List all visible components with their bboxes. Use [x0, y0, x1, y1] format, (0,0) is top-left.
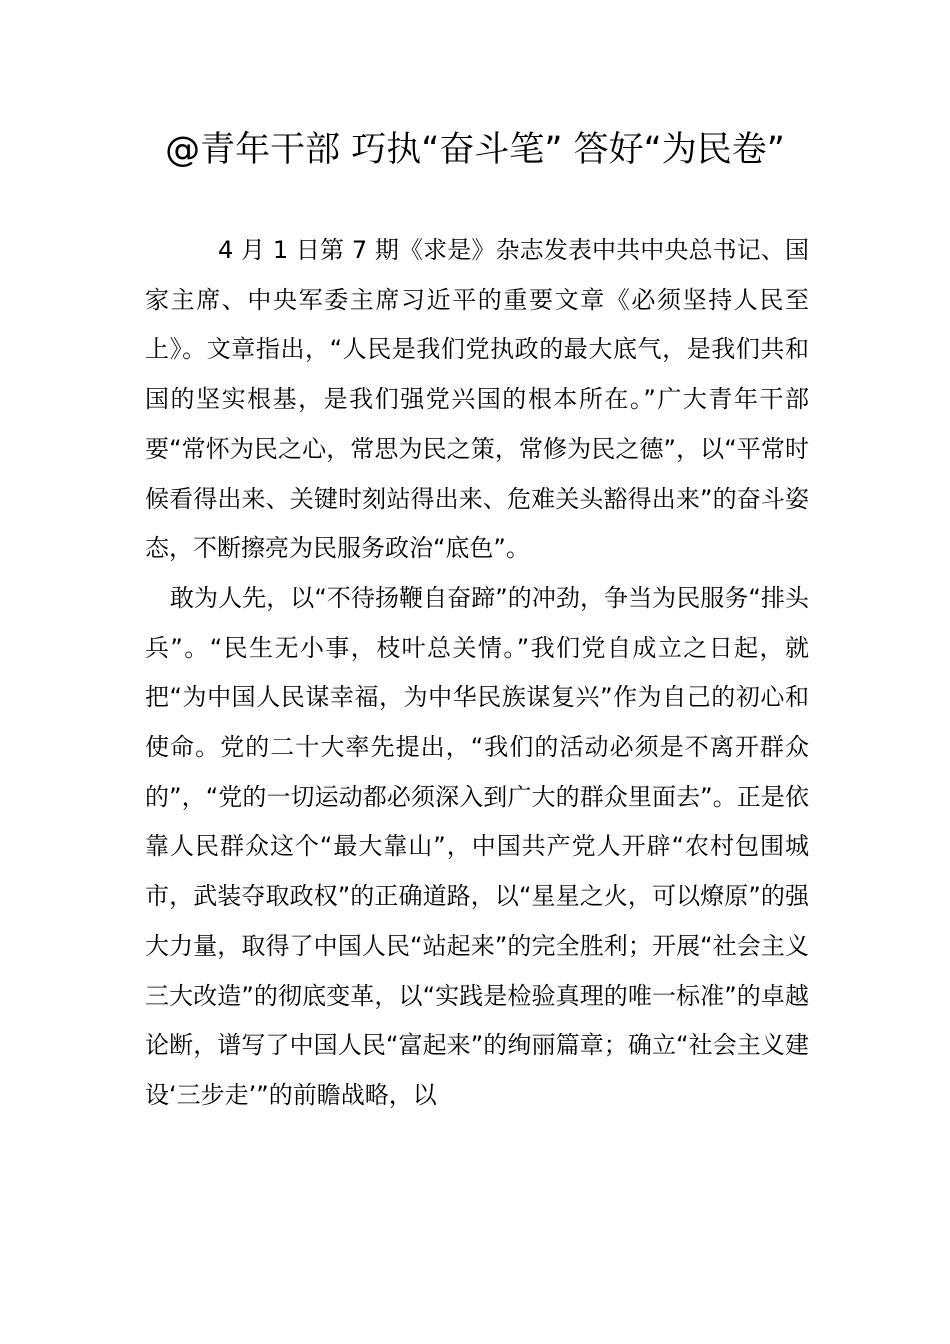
paragraph-intro: 4 月 1 日第 7 期《求是》杂志发表中共中央总书记、国家主席、中央军委主席习近平的重要文章《必须坚持人民至上》。文章指出，“人民是我们党执政的最大底气，是我们共和国的坚实根基，是我们强党兴国的根本所在。”广大青年干部要“常怀为民之心，常思为民之策，常修为民之德”，以“平常时候看得出来、关键时刻站得出来、危难关头豁得出来”的奋斗姿态，不断擦亮为民服务政治“底色”。: [145, 236, 809, 563]
paragraph-section-1: 敢为人先，以“不待扬鞭自奋蹄”的冲劲，争当为民服务“排头兵”。“民生无小事，枝叶总关情。”我们党自成立之日起，就把“为中国人民谋幸福，为中华民族谋复兴”作为自己的初心和使命。党的二十大率先提出，“我们的活动必须是不离开群众的”，“党的一切运动都必须深入到广大的群众里面去”。正是依靠人民群众这个“最大靠山”，中国共产党人开辟“农村包围城市，武装夺取政权”的正确道路，以“星星之火，可以燎原”的强大力量，取得了中国人民“站起来”的完全胜利；开展“社会主义三大改造”的彻底变革，以“实践是检验真理的唯一标准”的卓越论断，谱写了中国人民“富起来”的绚丽篇章；确立“社会主义建设‘三步走’”的前瞻战略，以: [145, 583, 809, 1109]
document-body: [145, 226, 809, 1121]
document-title: @青年干部 巧执“奋斗笔” 答好“为民卷”: [165, 130, 785, 170]
